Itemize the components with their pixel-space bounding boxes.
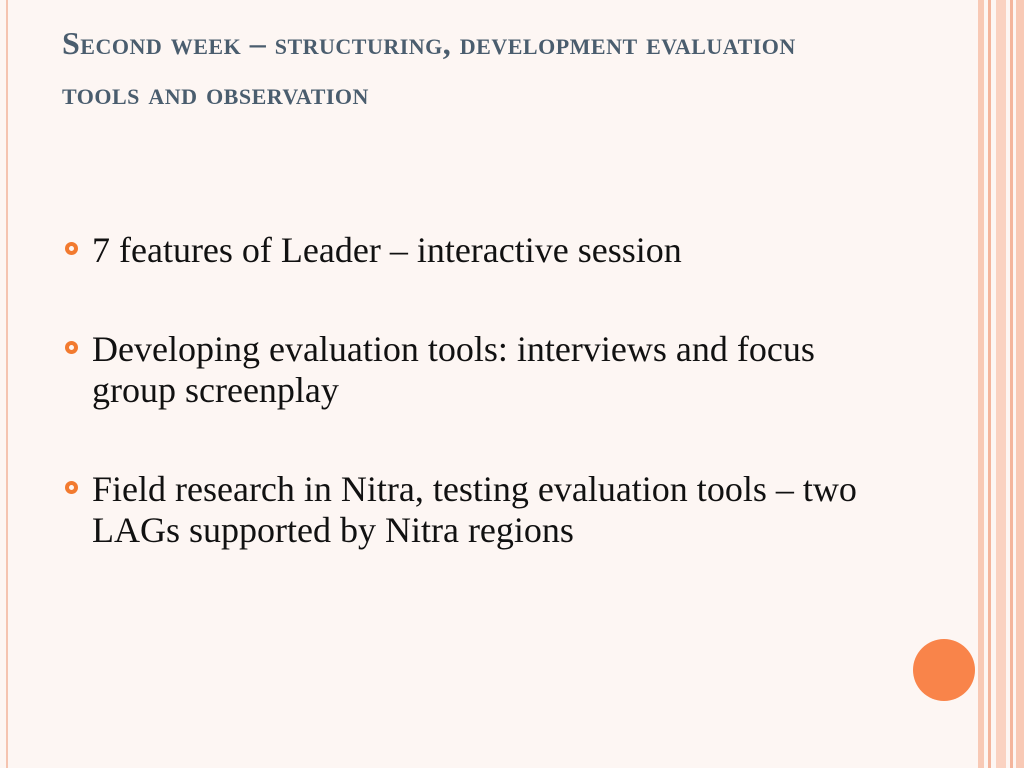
- bullet-item: [62, 329, 892, 411]
- stripe: [988, 0, 991, 768]
- left-border-line: [6, 0, 8, 768]
- stripe: [1010, 0, 1013, 768]
- bullet-item: [62, 469, 892, 551]
- slide-title: Second week – structuring, development evaluation tools and observation: [62, 25, 796, 111]
- bullet-list: [62, 230, 892, 551]
- stripe: [996, 0, 1006, 768]
- bullet-circle-icon: [65, 341, 78, 354]
- bullet-circle-icon: [65, 481, 78, 494]
- bullet-text: Developing evaluation tools: interviews and focus group screenplay: [92, 329, 815, 410]
- stripe: [1016, 0, 1024, 768]
- bullet-text: Field research in Nitra, testing evaluation tools – two LAGs supported by Nitra regions: [92, 469, 857, 550]
- right-decorative-stripes: [978, 0, 1024, 768]
- bullet-text: 7 features of Leader – interactive session: [92, 230, 682, 270]
- decorative-orange-circle: [913, 639, 975, 701]
- bullet-circle-icon: [65, 242, 78, 255]
- bullet-item: [62, 230, 892, 271]
- stripe: [978, 0, 984, 768]
